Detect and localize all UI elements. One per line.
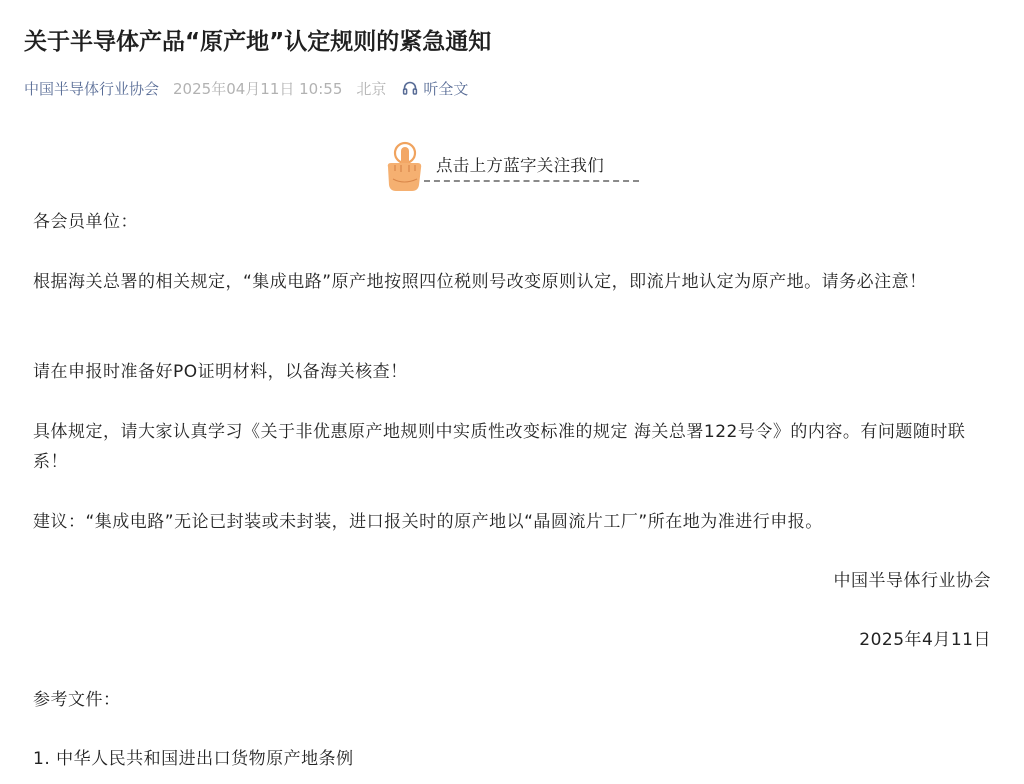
salutation: 各会员单位： <box>33 212 138 232</box>
reference-item[interactable]: 1. 中华人民共和国进出口货物原产地条例 <box>33 749 354 769</box>
headphones-icon <box>402 80 418 96</box>
signature: 中国半导体行业协会 <box>833 571 991 591</box>
signature-date: 2025年4月11日 <box>859 630 991 650</box>
paragraph-regulation: 具体规定，请大家认真学习《关于非优惠原产地规则中实质性改变标准的规定 海关总署122号令》的内容。有问题随时联系！ <box>33 422 966 472</box>
article-title: 关于半导体产品“原产地”认定规则的紧急通知 <box>24 29 492 55</box>
references-heading: 参考文件： <box>33 690 121 710</box>
paragraph-customs-rule: 根据海关总署的相关规定，“集成电路”原产地按照四位税则号改变原则认定，即流片地认定为原产地。请务必注意！ <box>33 272 927 292</box>
publish-location: 北京 <box>356 79 387 98</box>
listen-button[interactable] <box>402 78 468 99</box>
paragraph-suggestion: 建议：“集成电路”无论已封装或未封装，进口报关时的原产地以“晶圆流片工厂”所在地为准进行申报。 <box>33 512 823 532</box>
paragraph-po-materials: 请在申报时准备好PO证明材料，以备海关核查！ <box>33 362 408 382</box>
listen-label: 听全文 <box>423 79 469 98</box>
pointing-hand-icon <box>384 141 424 193</box>
publish-time: 2025年04月11日 10:55 <box>173 79 343 98</box>
dashed-underline <box>424 180 639 182</box>
follow-text: 点击上方蓝字关注我们 <box>436 156 604 175</box>
author-link[interactable]: 中国半导体行业协会 <box>24 79 160 98</box>
article-meta <box>24 76 468 100</box>
follow-banner[interactable] <box>384 141 644 193</box>
